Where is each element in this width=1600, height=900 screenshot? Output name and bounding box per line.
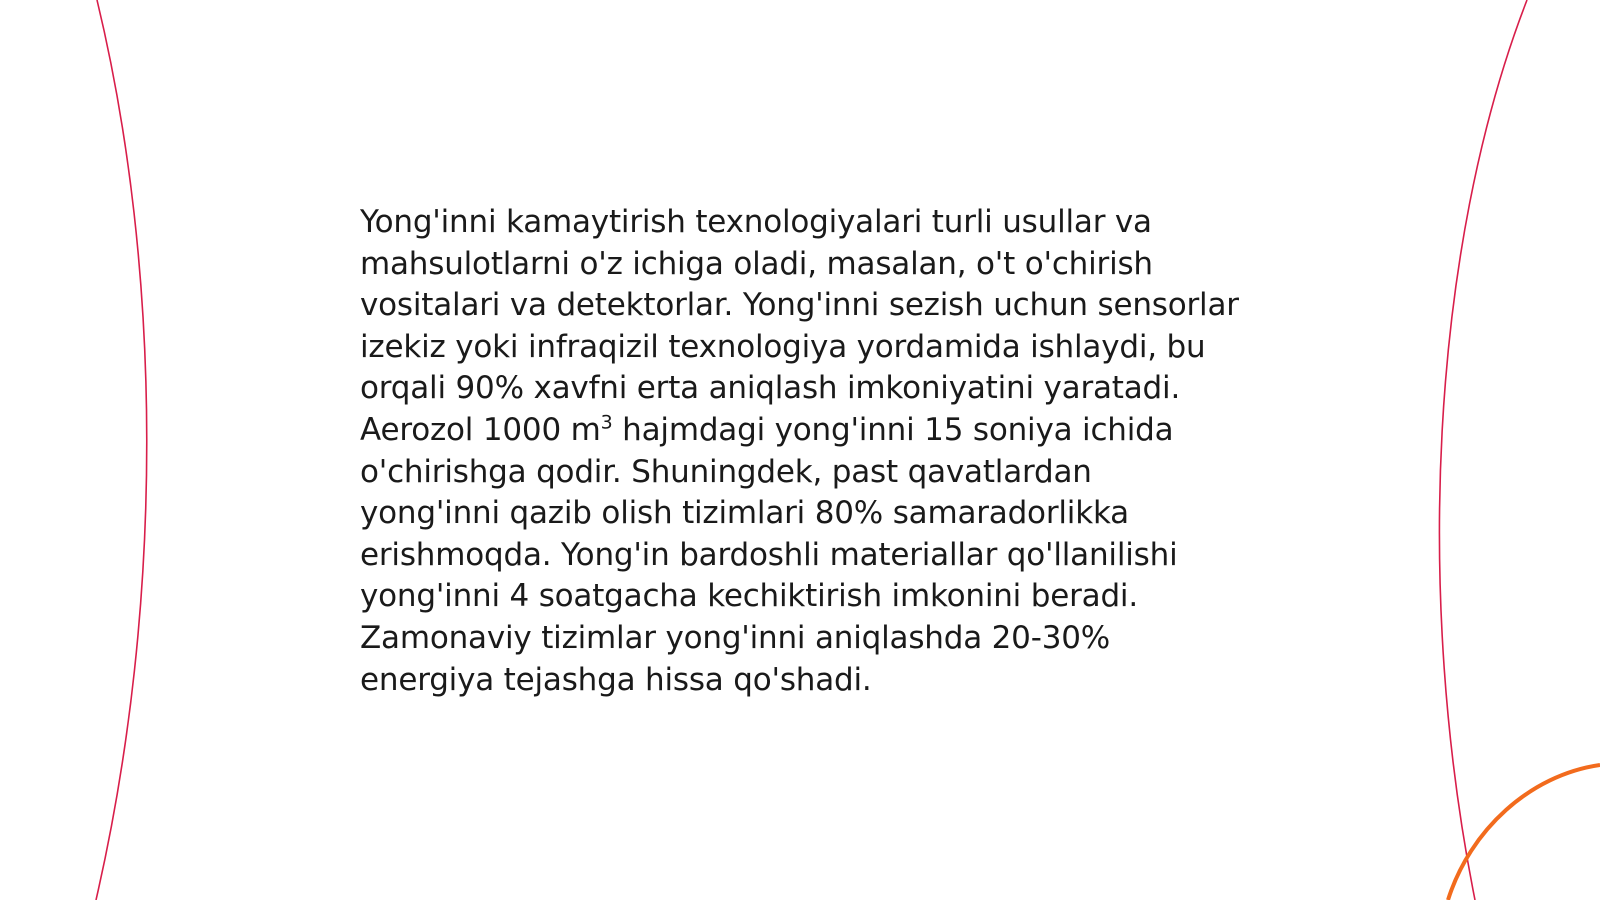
bottom-right-orange-arc xyxy=(1448,765,1600,900)
paragraph-superscript: 3 xyxy=(600,411,613,434)
paragraph-text-part-1: Yong'inni kamaytirish texnologiyalari turli usullar va mahsulotlarni o'z ichiga oladi, masalan, o't o'chirish vositalari va detektorlar. Yong'inni sezish uchun sensorlar izekiz yoki infraqizil texnologiya yordamida ishlaydi, bu orqali 90% xavfni erta aniqlash imkoniyatini yaratadi. Aerozol 1000 m xyxy=(360,204,1239,448)
body-paragraph xyxy=(360,202,1240,701)
right-curve-line xyxy=(1439,0,1527,900)
paragraph-text-part-2: hajmdagi yong'inni 15 soniya ichida o'chirishga qodir. Shuningdek, past qavatlardan yong'inni qazib olish tizimlari 80% samaradorlikka erishmoqda. Yong'in bardoshli materiallar qo'llanilishi yong'inni 4 soatgacha kechiktirish imkonini beradi. Zamonaviy tizimlar yong'inni aniqlashda 20-30% energiya tejashga hissa qo'shadi. xyxy=(360,411,1178,698)
left-curve-line xyxy=(96,0,147,900)
